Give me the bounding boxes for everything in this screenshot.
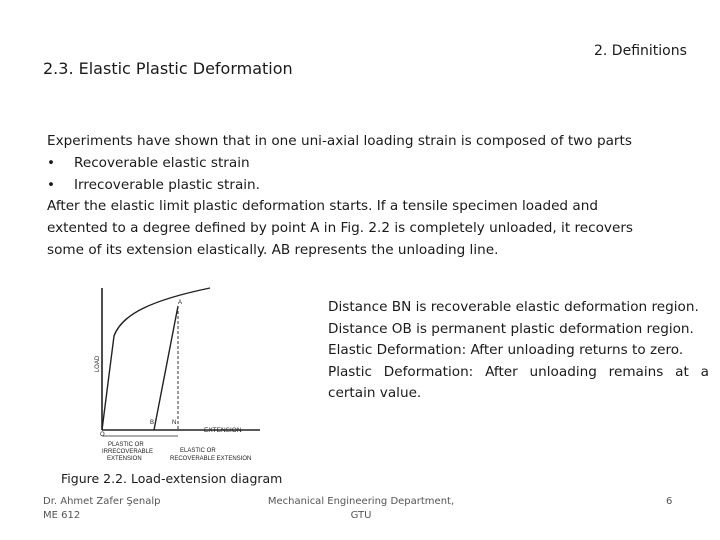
elastic-label-line: RECOVERABLE EXTENSION	[170, 456, 252, 462]
plastic-label-line: EXTENSION	[107, 456, 142, 462]
department-name: Mechanical Engineering Department,	[267, 496, 455, 507]
definitions-text	[328, 297, 709, 405]
figure-caption: Figure 2.2. Load-extension diagram	[61, 471, 283, 486]
unloading-line	[154, 306, 178, 430]
y-axis-label: LOAD	[95, 355, 101, 373]
load-extension-diagram	[92, 284, 276, 468]
plastic-label-line: IRRECOVERABLE	[102, 449, 154, 455]
diagram-svg	[92, 284, 276, 468]
section-title-right: 2. Definitions	[594, 43, 687, 59]
point-b-label: B	[150, 420, 155, 426]
footer-department	[266, 495, 456, 523]
paragraph-line: After the elastic limit plastic deformation starts. If a tensile specimen loaded and	[47, 198, 598, 215]
author-name: Dr. Ahmet Zafer Şenalp	[43, 496, 161, 507]
plastic-label-line: PLASTIC OR	[108, 442, 144, 448]
point-n-label: N	[172, 420, 177, 426]
body-text	[47, 131, 687, 262]
elastic-label-line: ELASTIC OR	[180, 448, 216, 454]
point-a-label: A	[178, 300, 183, 306]
definition-line: Distance BN is recoverable elastic deformation region.	[328, 299, 699, 315]
course-code: ME 612	[43, 510, 81, 521]
bullet-icon: •	[47, 154, 56, 171]
definition-line: Plastic Deformation: After unloading remains at a certain value.	[328, 363, 709, 402]
bullet-text: Recoverable elastic strain	[74, 154, 250, 171]
paragraph-line: some of its extension elastically. AB represents the unloading line.	[47, 241, 499, 258]
point-o-label: O	[100, 432, 105, 438]
bullet-icon: •	[47, 176, 56, 193]
definition-line: Distance OB is permanent plastic deformation region.	[328, 320, 694, 337]
university-name: GTU	[350, 510, 372, 521]
bullet-item	[47, 175, 687, 197]
loading-curve	[102, 288, 210, 430]
definition-line: Elastic Deformation: After unloading returns to zero.	[328, 342, 684, 359]
intro-line: Experiments have shown that in one uni-axial loading strain is composed of two parts	[47, 133, 632, 149]
footer-author	[43, 495, 160, 523]
section-title-left: 2.3. Elastic Plastic Deformation	[43, 59, 293, 78]
bullet-text: Irrecoverable plastic strain.	[74, 176, 260, 193]
page-number: 6	[666, 496, 673, 507]
x-axis-label: EXTENSION	[204, 427, 242, 434]
paragraph-line: extented to a degree defined by point A in Fig. 2.2 is completely unloaded, it recovers	[47, 220, 634, 237]
bullet-item	[47, 153, 687, 175]
